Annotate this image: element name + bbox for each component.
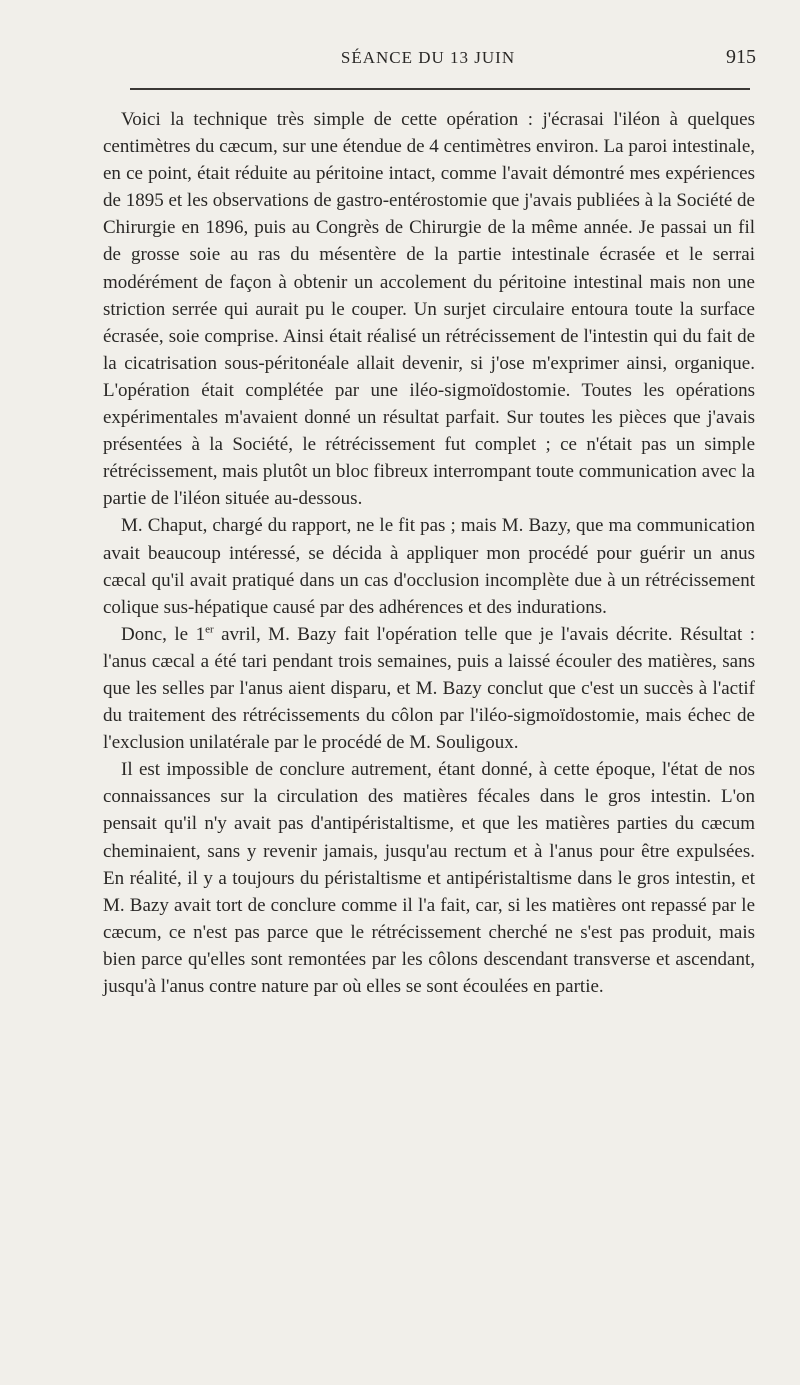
body-text (103, 106, 755, 1000)
ordinal-superscript: er (205, 623, 214, 636)
paragraph-technique: Voici la technique très simple de cette opération : j'écrasai l'iléon à quelques centimètres du cæcum, sur une étendue de 4 centimètres environ. La paroi intestinale, en ce point, était réduite au péritoine intact, comme l'avait démontré mes expériences de 1895 et les observations de gastro-entérostomie que j'avais publiées à la Société de Chirurgie en 1896, puis au Congrès de Chirurgie de la même année. Je passai un fil de grosse soie au ras du mésentère de la partie intestinale écrasée et le serrai modérément de façon à obtenir un accolement du péritoine intestinal mais non une striction serrée qui aurait pu le couper. Un surjet circulaire entoura toute la surface écrasée, soie comprise. Ainsi était réalisé un rétrécissement de l'intestin qui du fait de la cicatrisation sous-péritonéale allait devenir, si j'ose m'exprimer ainsi, organique. L'opération était complétée par une iléo-sigmoïdostomie. Toutes les opérations expérimentales m'avaient donné un résultat parfait. Sur toutes les pièces que j'avais présentées à la Société, le rétrécissement fut complet ; ce n'était pas un simple rétrécissement, mais plutôt un bloc fibreux interrompant toute communication avec la partie de l'iléon située au-dessous. (103, 109, 755, 510)
paragraph-text-rest: avril, M. Bazy fait l'opération telle que je l'avais décrite. Résultat : l'anus cæcal a été tari pendant trois semaines, puis a laissé écouler des matières, sans que les selles par l'anus aient disparu, et M. Bazy conclut que c'est un succès à l'actif du traitement des rétrécissements du côlon par l'iléo-sigmoïdostomie, mais échec de l'exclusion unilatérale par le procédé de M. Souligoux. (103, 623, 756, 754)
running-title: SÉANCE DU 13 JUIN (340, 48, 516, 67)
paragraph-conclusion: Il est impossible de conclure autrement, étant donné, à cette époque, l'état de nos connaissances sur la circulation des matières fécales dans le gros intestin. L'on pensait qu'il n'y avait pas d'antipéristaltisme, et que les matières parties du cæcum cheminaient, sans y revenir jamais, jusqu'au rectum et à l'anus pour être expulsées. En réalité, il y a toujours du péristaltisme et antipéristaltisme dans le gros intestin, et M. Bazy avait tort de conclure comme il l'a fait, car, si les matières ont repassé par le cæcum, ce n'est pas parce que le rétrécissement cherché ne s'est pas produit, mais bien parce qu'elles sont remontées par les côlons descendant transverse et ascendant, jusqu'à l'anus contre nature par où elles se sont écoulées en partie. (103, 759, 755, 997)
page-number: 915 (726, 46, 756, 68)
paragraph-operation-result (103, 621, 755, 756)
header-rule (130, 88, 750, 90)
paragraph-text-start: Donc, le 1 (121, 623, 206, 645)
page-header (100, 44, 756, 74)
paragraph-chaput-bazy: M. Chaput, chargé du rapport, ne le fit pas ; mais M. Bazy, que ma communication avait beaucoup intéressé, se décida à appliquer mon procédé pour guérir un anus cæcal qu'il avait pratiqué dans un cas d'occlusion incomplète due à un rétrécissement colique sus-hépatique causé par des adhérences et des indurations. (103, 515, 755, 618)
